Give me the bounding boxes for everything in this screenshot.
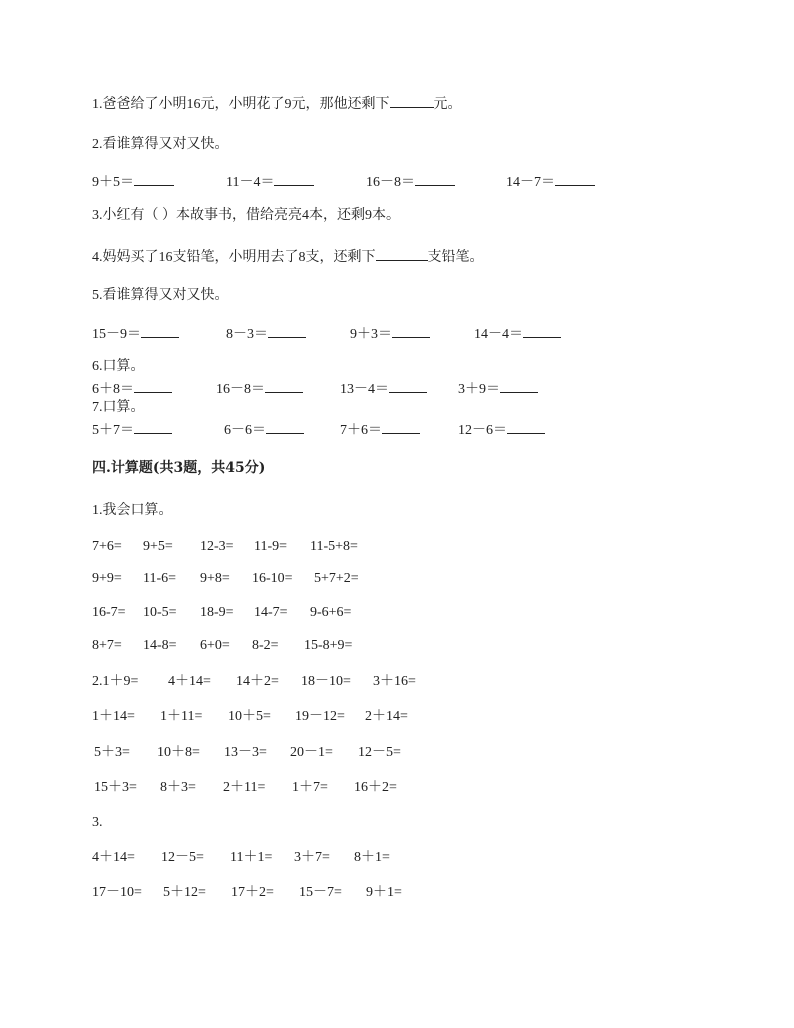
- equation: 12－6＝: [458, 420, 545, 440]
- equation: 14－4＝: [474, 324, 561, 344]
- calc-row: [92, 637, 712, 655]
- calc-row: [92, 570, 712, 588]
- calc-row: [92, 744, 712, 762]
- expression: 6+0=: [200, 638, 230, 653]
- expression: 12－5=: [358, 745, 401, 760]
- answer-blank[interactable]: [134, 172, 174, 186]
- answer-blank[interactable]: [390, 94, 434, 108]
- expression: 9+5=: [143, 539, 173, 554]
- expression: 14-7=: [254, 605, 288, 620]
- answer-blank[interactable]: [266, 420, 304, 434]
- expression: 4＋14=: [168, 674, 211, 689]
- expression: 12-3=: [200, 539, 234, 554]
- expression: 7+6=: [92, 539, 122, 554]
- answer-blank[interactable]: [500, 379, 538, 393]
- expression: 9+8=: [200, 571, 230, 586]
- expression: 20－1=: [290, 745, 333, 760]
- expression: 10＋8=: [157, 745, 200, 760]
- question-6-row: [92, 379, 712, 397]
- expression: 16-10=: [252, 571, 293, 586]
- question-1-text: 1.爸爸给了小明16元，小明花了9元，那他还剩下: [92, 97, 390, 112]
- expression: 15-8+9=: [304, 638, 353, 653]
- equation: 16－8＝: [216, 379, 303, 399]
- expression: 19－12=: [295, 709, 345, 724]
- expression: 11＋1=: [230, 850, 273, 865]
- equation: 7＋6＝: [340, 420, 420, 440]
- calc-row: [92, 673, 712, 691]
- question-3: 3.小红有（ ）本故事书，借给亮亮4本，还剩9本。: [92, 208, 400, 223]
- question-7-title: 7.口算。: [92, 400, 145, 415]
- equation: 5＋7＝: [92, 420, 172, 440]
- equation: 9＋5＝: [92, 172, 174, 192]
- answer-blank[interactable]: [134, 420, 172, 434]
- answer-blank[interactable]: [507, 420, 545, 434]
- equation: 13－4＝: [340, 379, 427, 399]
- question-4-unit: 支铅笔。: [427, 250, 484, 265]
- expression: 11-5+8=: [310, 539, 358, 554]
- expression: 17＋2=: [231, 885, 274, 900]
- expression: 10-5=: [143, 605, 177, 620]
- expression: 17－10=: [92, 885, 142, 900]
- expression: 8＋3=: [160, 780, 196, 795]
- expression: 11-9=: [254, 539, 288, 554]
- expression: 2.1＋9=: [92, 674, 139, 689]
- calc-1-title: 1.我会口算。: [92, 503, 173, 518]
- expression: 9＋1=: [366, 885, 402, 900]
- question-1: [92, 94, 462, 114]
- answer-blank[interactable]: [141, 324, 179, 338]
- expression: 1＋7=: [292, 780, 328, 795]
- expression: 18-9=: [200, 605, 234, 620]
- expression: 11-6=: [143, 571, 177, 586]
- answer-blank[interactable]: [274, 172, 314, 186]
- question-5-title: 5.看谁算得又对又快。: [92, 288, 229, 303]
- question-7-row: [92, 420, 712, 438]
- expression: 12－5=: [161, 850, 204, 865]
- answer-blank[interactable]: [134, 379, 172, 393]
- equation: 14－7＝: [506, 172, 595, 192]
- answer-blank[interactable]: [382, 420, 420, 434]
- answer-blank[interactable]: [265, 379, 303, 393]
- calc-row: [92, 884, 712, 902]
- expression: 4＋14=: [92, 850, 135, 865]
- section-heading: 四.计算题(共3题，共45分): [92, 460, 266, 476]
- answer-blank[interactable]: [392, 324, 430, 338]
- answer-blank[interactable]: [415, 172, 455, 186]
- calc-row: [92, 779, 712, 797]
- question-4: [92, 247, 484, 267]
- question-5-row: [92, 324, 712, 342]
- equation: 16－8＝: [366, 172, 455, 192]
- calc-row: [92, 604, 712, 622]
- calc-row: [92, 538, 712, 556]
- calc-row: [92, 708, 712, 726]
- calc-row: [92, 849, 712, 867]
- calc-3-title: 3.: [92, 815, 103, 830]
- expression: 14＋2=: [236, 674, 279, 689]
- expression: 18－10=: [301, 674, 351, 689]
- expression: 1＋11=: [160, 709, 203, 724]
- expression: 5＋12=: [163, 885, 206, 900]
- expression: 9+9=: [92, 571, 122, 586]
- question-2-title: 2.看谁算得又对又快。: [92, 137, 229, 152]
- answer-blank[interactable]: [389, 379, 427, 393]
- equation: 15－9＝: [92, 324, 179, 344]
- expression: 3＋16=: [373, 674, 416, 689]
- question-1-unit: 元。: [433, 97, 462, 112]
- expression: 16＋2=: [354, 780, 397, 795]
- question-6-title: 6.口算。: [92, 359, 145, 374]
- answer-blank[interactable]: [555, 172, 595, 186]
- expression: 16-7=: [92, 605, 126, 620]
- question-4-text: 4.妈妈买了16支铅笔，小明用去了8支，还剩下: [92, 250, 376, 265]
- equation: 8－3＝: [226, 324, 306, 344]
- equation: 6＋8＝: [92, 379, 172, 399]
- expression: 8＋1=: [354, 850, 390, 865]
- answer-blank[interactable]: [376, 247, 428, 261]
- expression: 9-6+6=: [310, 605, 352, 620]
- expression: 8+7=: [92, 638, 122, 653]
- expression: 3＋7=: [294, 850, 330, 865]
- answer-blank[interactable]: [268, 324, 306, 338]
- expression: 2＋14=: [365, 709, 408, 724]
- equation: 11－4＝: [226, 172, 314, 192]
- equation: 3＋9＝: [458, 379, 538, 399]
- expression: 8-2=: [252, 638, 279, 653]
- equation: 9＋3＝: [350, 324, 430, 344]
- expression: 10＋5=: [228, 709, 271, 724]
- expression: 5＋3=: [94, 745, 130, 760]
- question-2-row: [92, 172, 712, 190]
- expression: 15＋3=: [94, 780, 137, 795]
- expression: 13－3=: [224, 745, 267, 760]
- answer-blank[interactable]: [523, 324, 561, 338]
- expression: 15－7=: [299, 885, 342, 900]
- expression: 1＋14=: [92, 709, 135, 724]
- expression: 5+7+2=: [314, 571, 359, 586]
- expression: 14-8=: [143, 638, 177, 653]
- expression: 2＋11=: [223, 780, 266, 795]
- equation: 6－6＝: [224, 420, 304, 440]
